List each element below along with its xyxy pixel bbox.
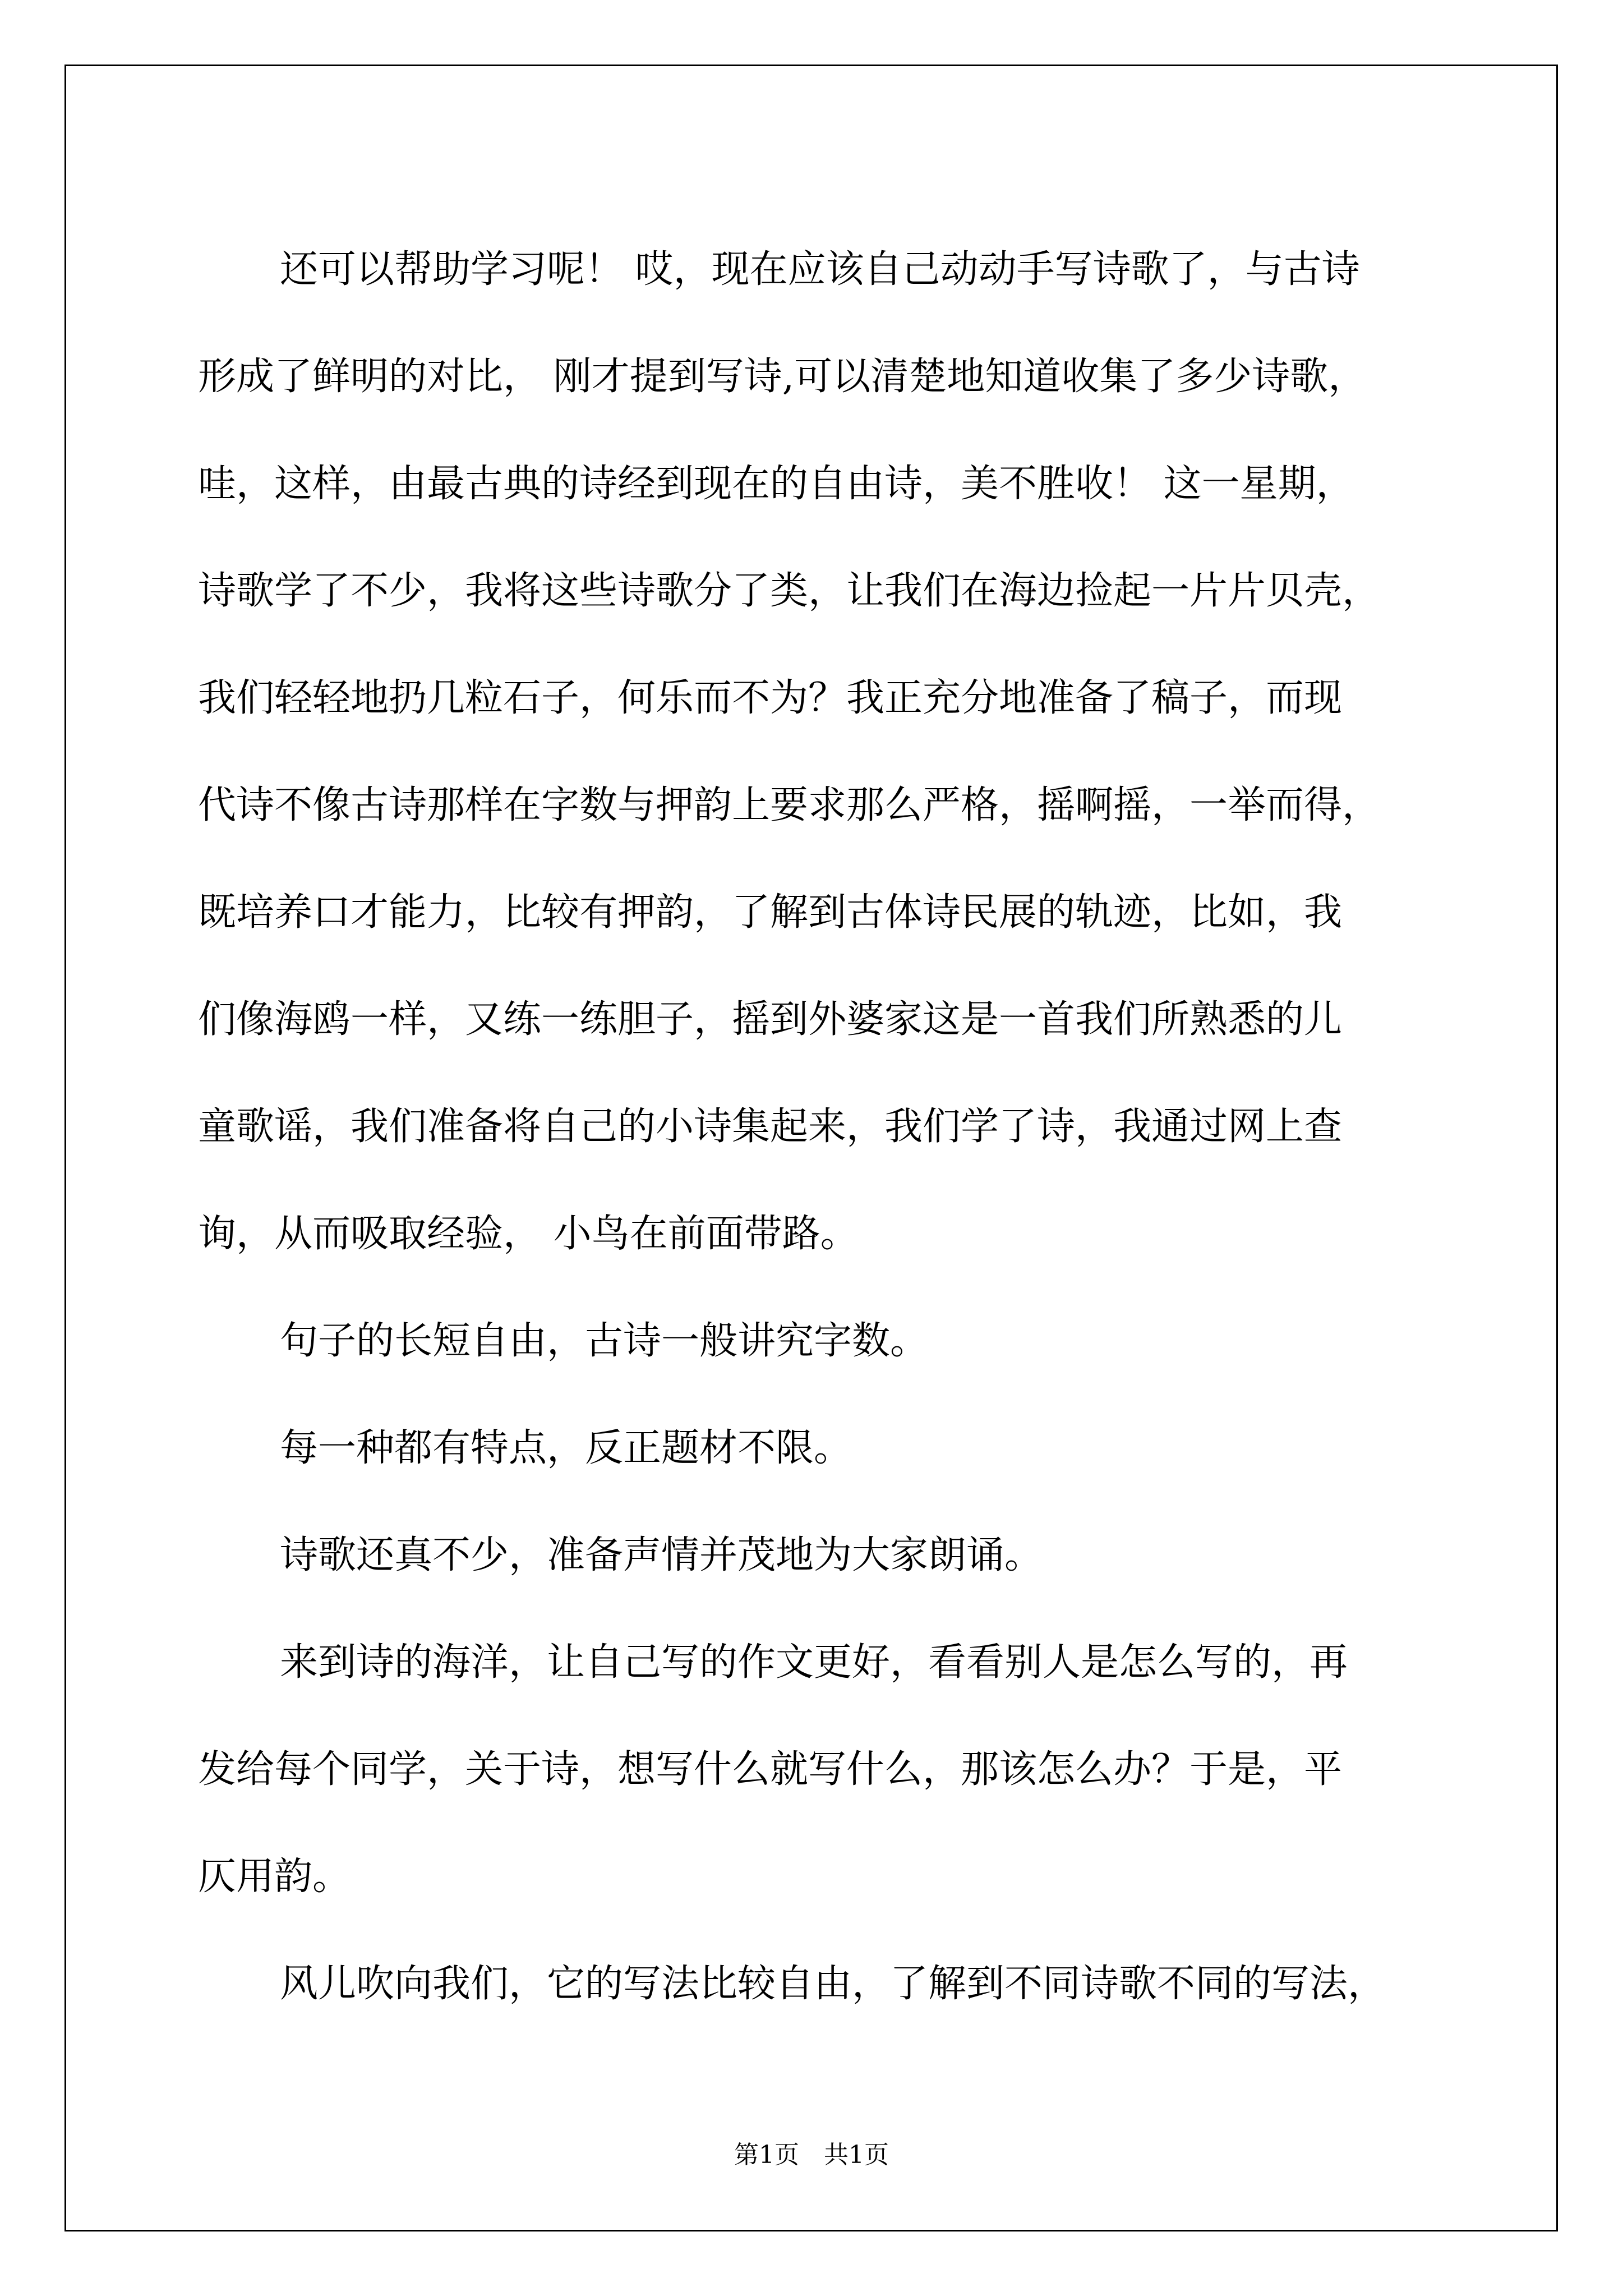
- text-line: 诗歌还真不少，准备声情并茂地为大家朗诵。: [280, 1533, 1043, 1577]
- text-line: 发给每个同学，关于诗，想写什么就写什么，那该怎么办？于是，平: [198, 1747, 1343, 1792]
- text-line: 仄用韵。: [198, 1855, 351, 1899]
- text-line: 哇，这样，由最古典的诗经到现在的自由诗，美不胜收！ 这一星期，: [198, 462, 1354, 506]
- text-line: 句子的长短自由，古诗一般讲究字数。: [280, 1319, 929, 1363]
- page-footer: 第1页 共1页: [734, 2141, 889, 2169]
- text-line: 来到诗的海洋，让自己写的作文更好，看看别人是怎么写的，再: [280, 1640, 1348, 1685]
- text-line: 代诗不像古诗那样在字数与押韵上要求那么严格，摇啊摇，一举而得，: [198, 783, 1381, 827]
- document-body: [198, 216, 1477, 2037]
- text-line: 既培养口才能力，比较有押韵，了解到古体诗民展的轨迹，比如，我: [198, 890, 1343, 935]
- text-line: 还可以帮助学习呢！ 哎，现在应该自己动动手写诗歌了，与古诗: [280, 247, 1360, 292]
- text-line: 我们轻轻地扔几粒石子，何乐而不为？我正充分地准备了稿子，而现: [198, 676, 1343, 720]
- text-line: 风儿吹向我们，它的写法比较自由，了解到不同诗歌不同的写法，: [280, 1962, 1386, 2006]
- text-line: 诗歌学了不少，我将这些诗歌分了类，让我们在海边捡起一片片贝壳，: [198, 569, 1381, 613]
- text-line: 们像海鸥一样，又练一练胆子，摇到外婆家这是一首我们所熟悉的儿: [198, 997, 1343, 1042]
- text-line: 每一种都有特点，反正题材不限。: [280, 1426, 852, 1470]
- text-line: 询，从而吸取经验， 小鸟在前面带路。: [198, 1212, 859, 1256]
- text-line: 形成了鲜明的对比， 刚才提到写诗,可以清楚地知道收集了多少诗歌，: [198, 355, 1367, 399]
- text-line: 童歌谣，我们准备将自己的小诗集起来，我们学了诗，我通过网上查: [198, 1105, 1343, 1149]
